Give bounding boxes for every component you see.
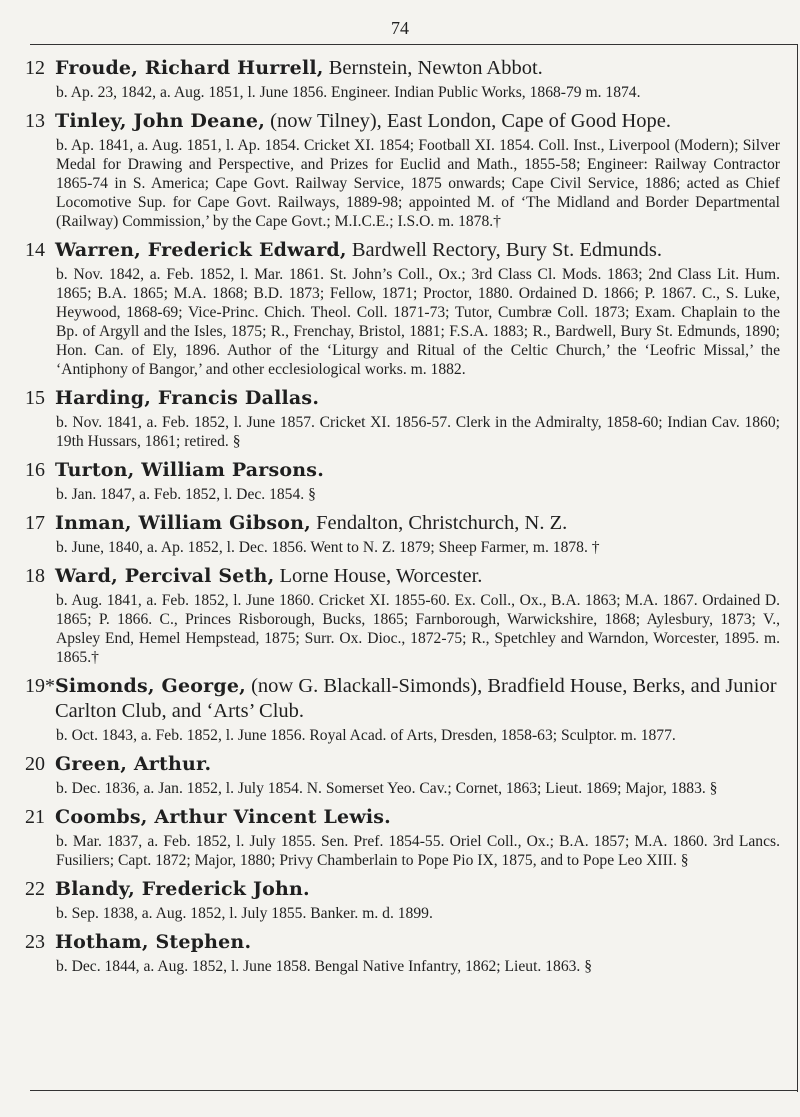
entry-number: 22 (25, 878, 45, 900)
entry-address: Bernstein, Newton Abbot. (323, 57, 543, 79)
entry-details: b. Jan. 1847, a. Feb. 1852, l. Dec. 1854. § (56, 486, 316, 503)
entry-details: b. Nov. 1841, a. Feb. 1852, l. June 1857. Cricket XI. 1856-57. Clerk in the Admiralty, 1858-60; Indian Cav. 1860; 19th Hussars, 1861; retired. § (56, 414, 780, 450)
entry-address: Bardwell Rectory, Bury St. Edmunds. (346, 239, 662, 261)
page-number: 74 (391, 18, 409, 38)
entry-heading (55, 930, 780, 955)
entry-number: 12 (25, 57, 45, 79)
entry-heading (55, 752, 780, 777)
entry-address: (now G. Blackall-Simonds), Bradfield House, Berks, and Junior Carlton Club, and ‘Arts’ Club. (55, 675, 777, 722)
entry-name: Ward, Percival Seth, (55, 565, 275, 587)
entry-number: 20 (25, 753, 45, 775)
entry-19 (25, 674, 780, 745)
entry-number: 17 (25, 512, 45, 534)
entry-details: b. Ap. 1841, a. Aug. 1851, l. Ap. 1854. Cricket XI. 1854; Football XI. 1854. Coll. Inst., Liverpool (Modern); Silver Medal for Drawing and Perspective, and Prizes for Euclid and Math., 1855-58; Engineer: Railway Contractor 1865-74 in S. America; Cape Govt. Railway Service, 1875 onwards; Cape Civil Service, 1886; acted as Chief Locomotive Sup. for Cape Govt. Railways, 1889-98; appointed M. of ‘The Midland and Border Departmental (Railway) Commission,’ by the Cape Govt.; M.I.C.E.; I.S.O. m. 1878.† (56, 137, 780, 230)
entry-heading (55, 386, 780, 411)
entry-name: Froude, Richard Hurrell, (55, 57, 324, 79)
entry-heading (55, 877, 780, 902)
entry-name: Green, Arthur. (55, 753, 212, 775)
entry-address: Fendalton, Christchurch, N. Z. (311, 512, 568, 534)
entry-number: 19* (25, 675, 55, 697)
border-rule-right (797, 44, 798, 1092)
entry-details: b. Aug. 1841, a. Feb. 1852, l. June 1860. Cricket XI. 1855-60. Ex. Coll., Ox., B.A. 1863; M.A. 1867. Ordained D. 1865; P. 1866. C., Princes Risborough, Bucks, 1865; Farnborough, Warwickshire, 1868; Aylesbury, 1873; V., Apsley End, Hemel Hempstead, 1875; Surr. Ox. Dioc., 1872-75; R., Spetchley and Warndon, Worcester, 1895. m. 1865.† (56, 592, 780, 666)
entry-13 (25, 109, 780, 231)
entry-number: 14 (25, 239, 45, 261)
entry-number: 15 (25, 387, 45, 409)
entry-name: Hotham, Stephen. (55, 931, 252, 953)
entry-17 (25, 511, 780, 557)
entry-number: 18 (25, 565, 45, 587)
entry-heading (55, 674, 780, 724)
entry-name: Turton, William Parsons. (55, 459, 325, 481)
entry-name: Tinley, John Deane, (55, 110, 266, 132)
entry-details: b. Oct. 1843, a. Feb. 1852, l. June 1856. Royal Acad. of Arts, Dresden, 1858-63; Sculptor. m. 1877. (56, 727, 676, 744)
entry-22 (25, 877, 780, 923)
entry-name: Inman, William Gibson, (55, 512, 311, 534)
entry-details: b. Nov. 1842, a. Feb. 1852, l. Mar. 1861. St. John’s Coll., Ox.; 3rd Class Cl. Mods. 1863; 2nd Class Lit. Hum. 1865; B.A. 1865; M.A. 1868; B.D. 1873; Fellow, 1871; Proctor, 1880. Ordained D. 1866; P. 1867. C., S. Luke, Heywood, 1868-69; Vice-Princ. Chich. Theol. Coll. 1871-73; Tutor, Cumbræ Coll. 1873; Exam. Chaplain to the Bp. of Argyll and the Isles, 1875; R., Frenchay, Bristol, 1881; F.S.A. 1883; R., Bardwell, Bury St. Edmunds, 1890; Hon. Can. of Ely, 1896. Author of the ‘Liturgy and Ritual of the Celtic Church,’ the ‘Leofric Missal,’ the ‘Antiphony of Bangor,’ and other ecclesiological works. m. 1882. (56, 266, 780, 378)
entry-details: b. Mar. 1837, a. Feb. 1852, l. July 1855. Sen. Pref. 1854-55. Oriel Coll., Ox.; B.A. 1857; M.A. 1860. 3rd Lancs. Fusiliers; Capt. 1872; Major, 1880; Privy Chamberlain to Pope Pio IX, 1875, and to Pope Leo XIII. § (56, 833, 780, 869)
entry-number: 16 (25, 459, 45, 481)
entry-heading (55, 109, 780, 134)
entry-12 (25, 56, 780, 102)
entry-details: b. Dec. 1844, a. Aug. 1852, l. June 1858. Bengal Native Infantry, 1862; Lieut. 1863. § (56, 958, 593, 975)
entry-name: Warren, Frederick Edward, (55, 239, 347, 261)
entry-14 (25, 238, 780, 379)
entry-15 (25, 386, 780, 451)
entry-heading (55, 564, 780, 589)
entry-20 (25, 752, 780, 798)
entry-heading (55, 805, 780, 830)
entry-23 (25, 930, 780, 976)
entry-address: Lorne House, Worcester. (274, 565, 483, 587)
entry-details: b. Sep. 1838, a. Aug. 1852, l. July 1855. Banker. m. d. 1899. (56, 905, 433, 922)
entry-details: b. Dec. 1836, a. Jan. 1852, l. July 1854. N. Somerset Yeo. Cav.; Cornet, 1863; Lieut. 1869; Major, 1883. § (56, 780, 718, 797)
entry-18 (25, 564, 780, 667)
entry-heading (55, 56, 780, 81)
entry-details: b. Ap. 23, 1842, a. Aug. 1851, l. June 1856. Engineer. Indian Public Works, 1868-79 m. 1874. (56, 84, 641, 101)
entry-address: (now Tilney), East London, Cape of Good Hope. (265, 110, 672, 132)
register-entries (25, 56, 780, 983)
entry-16 (25, 458, 780, 504)
entry-number: 21 (25, 806, 45, 828)
entry-details: b. June, 1840, a. Ap. 1852, l. Dec. 1856. Went to N. Z. 1879; Sheep Farmer, m. 1878. † (56, 539, 600, 556)
entry-heading (55, 458, 780, 483)
entry-name: Coombs, Arthur Vincent Lewis. (55, 806, 391, 828)
border-rule-top (30, 44, 798, 45)
entry-name: Harding, Francis Dallas. (55, 387, 320, 409)
entry-name: Simonds, George, (55, 675, 246, 697)
entry-number: 13 (25, 110, 45, 132)
border-rule-bottom (30, 1090, 798, 1091)
entry-21 (25, 805, 780, 870)
entry-heading (55, 238, 780, 263)
entry-number: 23 (25, 931, 45, 953)
entry-heading (55, 511, 780, 536)
entry-name: Blandy, Frederick John. (55, 878, 310, 900)
